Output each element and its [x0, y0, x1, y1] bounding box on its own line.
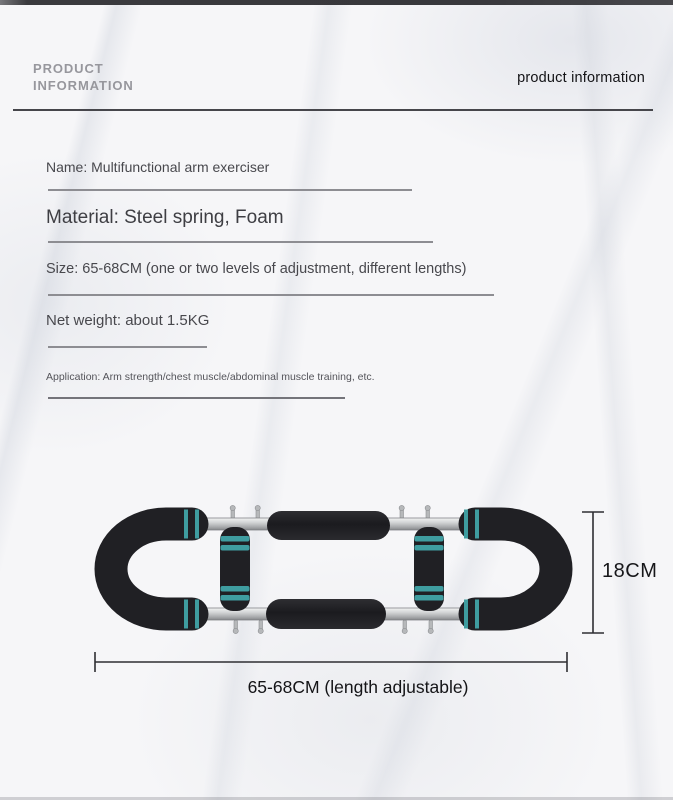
top-border — [0, 0, 673, 5]
watermark-line1: PRODUCT — [33, 61, 104, 76]
spec-size-underline — [48, 294, 494, 296]
spec-material-underline — [48, 241, 433, 243]
spec-material: Material: Steel spring, Foam — [46, 207, 284, 228]
header-right-label: product information — [517, 70, 645, 86]
length-dimension-line — [95, 652, 567, 672]
spec-name-underline — [48, 189, 412, 191]
spec-net-weight: Net weight: about 1.5KG — [46, 312, 210, 329]
height-dimension-line — [582, 512, 604, 633]
height-dimension-label: 18CM — [602, 560, 658, 582]
spec-application: Application: Arm strength/chest muscle/abdominal muscle training, etc. — [46, 371, 375, 383]
spec-size: Size: 65-68CM (one or two levels of adjustment, different lengths) — [46, 261, 467, 277]
spec-application-underline — [48, 397, 345, 399]
foam-bar-pads — [266, 511, 390, 629]
spec-name: Name: Multifunctional arm exerciser — [46, 159, 270, 175]
right-foam-handle — [464, 524, 556, 614]
length-dimension-label: 65-68CM (length adjustable) — [247, 677, 469, 697]
watermark-line2: INFORMATION — [33, 78, 134, 93]
left-foam-handle — [111, 524, 199, 614]
watermark-title — [33, 60, 134, 94]
spec-net-weight-underline — [48, 346, 207, 348]
header-divider — [13, 109, 653, 111]
